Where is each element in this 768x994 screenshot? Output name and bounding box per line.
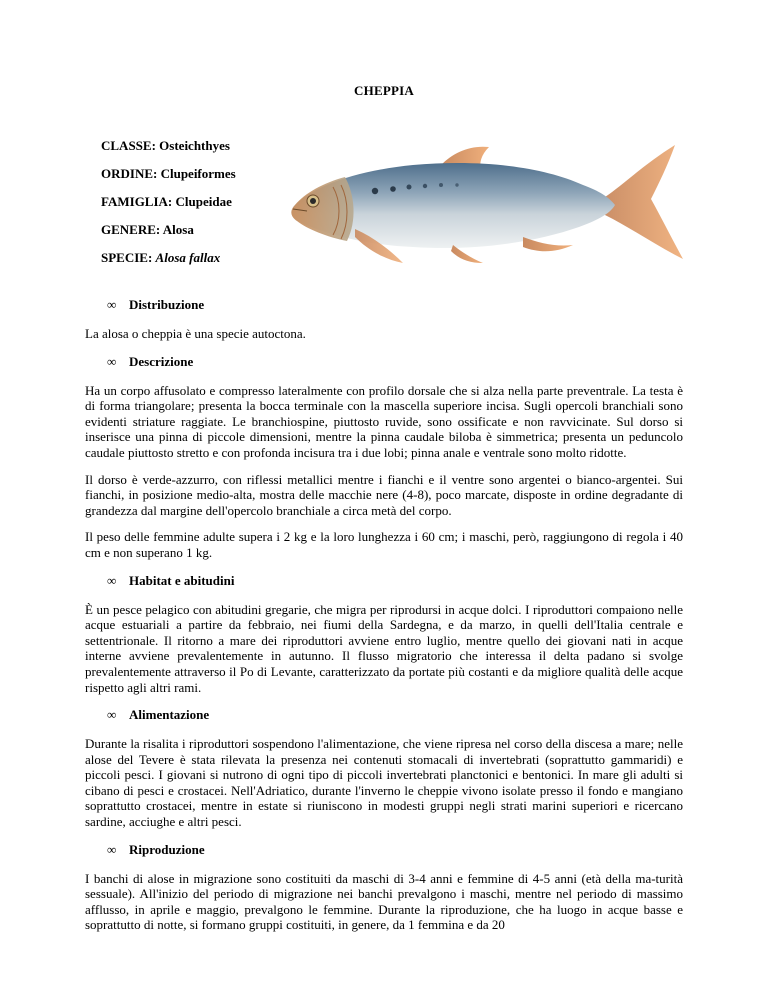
infinity-bullet-icon: ∞ [107, 353, 117, 369]
ventral-fin [451, 245, 483, 263]
paragraph: Il dorso è verde-azzurro, con riflessi metallici mentre i fianchi e il ventre sono argentei o bianco-argentei. Sui fianchi, in posizione medio-alta, mostra delle macchie nere (4-8), poco marcate, disposte in ordine degradante di grandezza dal margine dell'opercolo branchiale a circa metà del corpo. [85, 471, 683, 518]
section-heading-distribuzione [85, 296, 683, 314]
lateral-spot [439, 183, 443, 187]
taxonomy-value: Alosa fallax [155, 250, 221, 265]
taxonomy-label: GENERE: [101, 222, 161, 237]
taxonomy-label: ORDINE: [101, 166, 158, 181]
taxonomy-label: SPECIE: [101, 250, 153, 265]
taxonomy-value: Clupeiformes [160, 166, 236, 181]
taxonomy-label: FAMIGLIA: [101, 194, 173, 209]
taxonomy-species [101, 250, 236, 278]
section-heading-habitat [85, 572, 683, 590]
fish-illustration [283, 125, 690, 293]
lateral-spot [455, 183, 458, 186]
infinity-bullet-icon: ∞ [107, 572, 117, 588]
infinity-bullet-icon: ∞ [107, 297, 117, 313]
lateral-spot [390, 186, 396, 192]
paragraph: È un pesce pelagico con abitudini gregarie, che migra per riprodursi in acque dolci. I riproduttori compaiono nelle acque estuariali a partire da febbraio, nei fiumi della Sardegna, e da marzo, in quelli dell'Italia centrale e settentrionale. Il ritorno a mare dei riproduttori avviene entro luglio, mentre quello dei giovani nati in acque interne avviene prevalentemente in autunno. Il flusso migratorio che interessa il delta padano si svolge prevalentemente attraverso il Po di Levante, caratterizzato da portate più costanti e da migliore qualità delle acque rispetto agli altri rami. [85, 601, 683, 695]
document-body [85, 296, 683, 933]
lateral-spot [372, 188, 378, 194]
section-title: Distribuzione [129, 297, 205, 313]
taxonomy-value: Clupeidae [175, 194, 232, 209]
taxonomy-order [101, 166, 236, 194]
taxonomy-list [101, 138, 236, 278]
taxonomy-family [101, 194, 236, 222]
taxonomy-class [101, 138, 236, 166]
paragraph: I banchi di alose in migrazione sono costituiti da maschi di 3-4 anni e femmine di 4-5 anni (età della ma-turità sessuale). All'inizio del periodo di migrazione nei banchi prevalgono i maschi, mentre nel periodo di massimo afflusso, in aprile e maggio, prevalgono le femmine. Durante la riproduzione, che ha luogo in acque basse e soprattutto di notte, si formano gruppi costituiti, in genere, da 1 femmina e da 20 [85, 870, 683, 933]
section-title: Habitat e abitudini [129, 572, 235, 588]
infinity-bullet-icon: ∞ [107, 841, 117, 857]
taxonomy-value: Alosa [162, 222, 194, 237]
section-heading-riproduzione [85, 841, 683, 859]
section-title: Alimentazione [129, 707, 210, 723]
paragraph: Ha un corpo affusolato e compresso lateralmente con profilo dorsale che si alza nella parte preventrale. La testa è di forma triangolare; presenta la bocca terminale con la mascella superiore incisa. Sugli opercoli branchiali sono evidenti striature raggiate. Le branchiospine, piuttosto ruvide, sono ossificate e non ravvicinate. Sul dorso si inserisce una pinna di piccole dimensioni, mentre la pinna caudale biloba è simmetrica; presenta un peduncolo caudale piuttosto stretto e con profonda incisura tra i due lobi; pinna anale e ventrale sono molto ridotte. [85, 382, 683, 460]
section-heading-descrizione [85, 353, 683, 371]
lateral-spot [407, 185, 412, 190]
section-heading-alimentazione [85, 706, 683, 724]
section-title: Descrizione [129, 353, 194, 369]
paragraph: Il peso delle femmine adulte supera i 2 kg e la loro lunghezza i 60 cm; i maschi, però, raggiungono di regola i 40 cm e non superano 1 kg. [85, 529, 683, 560]
taxonomy-label: CLASSE: [101, 138, 156, 153]
paragraph: La alosa o cheppia è una specie autoctona. [85, 326, 306, 341]
lateral-spot [423, 184, 427, 188]
paragraph: Durante la risalita i riproduttori sospendono l'alimentazione, che viene ripresa nel corso della discesa a mare; nelle alose del Tevere è stata rilevata la presenza nei contenuti stomacali di invertebrati (soprattutto gammaridi) e piccoli pesci. I giovani si nutrono di ogni tipo di piccoli invertebrati planctonici e bentonici. In mare gli adulti si cibano di pesci e crostacei. Nell'Adriatico, durante l'inverno le cheppie vivono isolate presso il fondo e mangiano soprattutto crostacei, mentre in estate si riuniscono in modesti gruppi negli strati marini superiori e ricercano sardine, acciughe e altri pesci. [85, 736, 683, 830]
section-title: Riproduzione [129, 841, 205, 857]
taxonomy-genus [101, 222, 236, 250]
taxonomy-value: Osteichthyes [159, 138, 230, 153]
infinity-bullet-icon: ∞ [107, 707, 117, 723]
caudal-fin [605, 145, 683, 259]
page-title: CHEPPIA [354, 83, 414, 98]
